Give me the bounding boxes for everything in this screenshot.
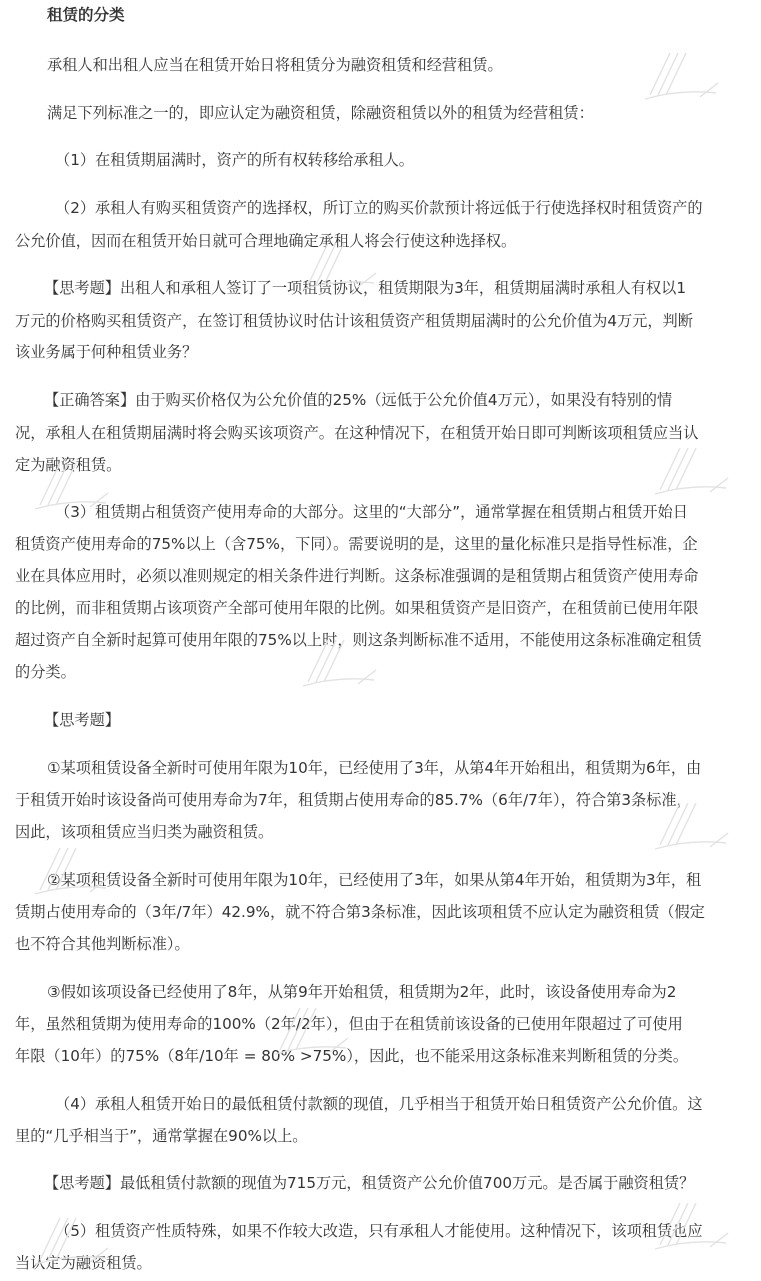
- paragraph-line: 超过资产自全新时起算可使用年限的75%以上时，则这条判断标准不适用，不能使用这条标准确定租赁: [15, 631, 702, 649]
- paragraph-line: ①某项租赁设备全新时可使用年限为10年，已经使用了3年，从第4年开始租出，租赁期为6年，由: [47, 759, 702, 777]
- paragraph-line: 公允价值，因而在租赁开始日就可合理地确定承租人将会行使这种选择权。: [15, 232, 517, 250]
- watermark-mark: [298, 235, 378, 293]
- paragraph-line: 的分类。: [15, 663, 76, 681]
- watermark-mark: [298, 632, 378, 690]
- paragraph-line: （3）租赁期占租赁资产使用寿命的大部分。这里的“大部分”，通常掌握在租赁期占租赁开始日: [55, 503, 688, 521]
- paragraph-line: 该业务属于何种租赁业务？: [15, 343, 198, 361]
- paragraph-line: 承租人和出租人应当在租赁开始日将租赁分为融资租赁和经营租赁。: [47, 56, 503, 74]
- paragraph-line: 【思考题】最低租赁付款额的现值为715万元，租赁资产公允价值700万元。是否属于融资租赁？: [44, 1174, 695, 1192]
- watermark-mark: [650, 440, 730, 498]
- paragraph-line: 年限（10年）的75%（8年/10年 = 80% >75%），因此，也不能采用这条标准来判断租赁的分类。: [15, 1047, 689, 1065]
- paragraph-line: 况，承租人在租赁期届满时将会购买该项资产。在这种情况下，在租赁开始日即可判断该项租赁应当认: [15, 424, 699, 442]
- watermark-mark: [30, 840, 110, 898]
- paragraph-line: 【思考题】出租人和承租人签订了一项租赁协议，租赁期限为3年，租赁期届满时承租人有权以1: [44, 279, 687, 297]
- watermark-mark: [30, 455, 110, 513]
- paragraph-line: 赁期占使用寿命的（3年/7年）42.9%，就不符合第3条标准，因此该项租赁不应认定为融资租赁（假定: [15, 903, 705, 921]
- paragraph-line: （1）在租赁期届满时，资产的所有权转移给承租人。: [55, 151, 414, 169]
- paragraph-line: 因此，该项租赁应当归类为融资租赁。: [15, 823, 274, 841]
- paragraph-line: 租赁资产使用寿命的75%以上（含75%，下同）。需要说明的是，这里的量化标准只是指导性标准，企: [15, 535, 698, 553]
- paragraph-line: 年，虽然租赁期为使用寿命的100%（2年/2年），但由于在租赁前该设备的已使用年限超过了可使用: [15, 1015, 683, 1033]
- paragraph-line: 业在具体应用时，必须以准则规定的相关条件进行判断。这条标准强调的是租赁期占租赁资产使用寿命: [15, 567, 699, 585]
- paragraph-line: （4）承租人租赁开始日的最低租赁付款额的现值，几乎相当于租赁开始日租赁资产公允价值。这: [55, 1095, 703, 1113]
- watermark-mark: [270, 1000, 350, 1058]
- paragraph-line: 万元的价格购买租赁资产，在签订租赁协议时估计该租赁资产租赁期届满时的公允价值为4万元，判断: [15, 312, 693, 330]
- watermark-mark: [650, 1195, 730, 1253]
- paragraph-line: 于租赁开始时该设备尚可使用寿命为7年，租赁期占使用寿命的85.7%（6年/7年），符合第3条标准，: [15, 791, 692, 809]
- paragraph-line: ②某项租赁设备全新时可使用年限为10年，已经使用了3年，如果从第4年开始，租赁期为3年，租: [47, 871, 702, 889]
- watermark-mark: [30, 1210, 110, 1268]
- watermark-mark: [650, 795, 730, 853]
- paragraph-line: 当认定为融资租赁。: [15, 1254, 152, 1272]
- paragraph-line: 满足下列标准之一的，即应认定为融资租赁，除融资租赁以外的租赁为经营租赁：: [47, 104, 594, 122]
- section-title: 租赁的分类: [47, 6, 125, 24]
- paragraph-line: ③假如该项设备已经使用了8年，从第9年开始租赁，租赁期为2年，此时，该设备使用寿命为2: [47, 983, 677, 1001]
- paragraph-line: 里的“几乎相当于”，通常掌握在90%以上。: [15, 1127, 308, 1145]
- paragraph-line: （2）承租人有购买租赁资产的选择权，所订立的购买价款预计将远低于行使选择权时租赁资产的: [55, 199, 703, 217]
- watermark-mark: [640, 45, 720, 103]
- paragraph-line: 的比例，而非租赁期占该项资产全部可使用年限的比例。如果租赁资产是旧资产，在租赁前已使用年限: [15, 599, 699, 617]
- paragraph-line: 也不符合其他判断标准）。: [15, 935, 190, 953]
- paragraph-line: 定为融资租赁。: [15, 456, 122, 474]
- paragraph-line: （5）租赁资产性质特殊，如果不作较大改造，只有承租人才能使用。这种情况下，该项租赁也应: [55, 1222, 703, 1240]
- paragraph-line: 【正确答案】由于购买价格仅为公允价值的25%（远低于公允价值4万元），如果没有特别的情: [44, 391, 673, 409]
- paragraph-line: 【思考题】: [44, 711, 120, 729]
